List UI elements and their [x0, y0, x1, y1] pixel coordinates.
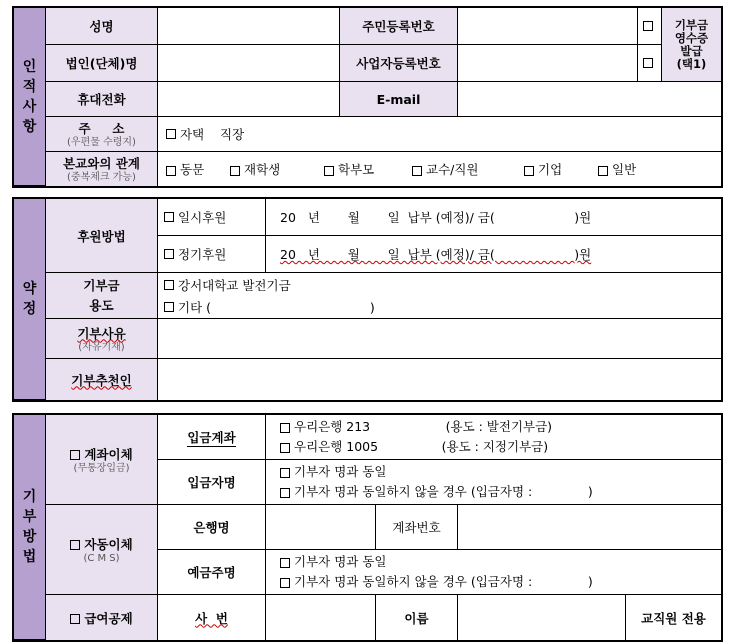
- regular-date-line[interactable]: [266, 236, 721, 273]
- name-label: [46, 8, 158, 45]
- checkbox-icon: [524, 166, 534, 176]
- address-options-text: 자택 직장: [172, 127, 245, 142]
- checkbox-icon: [280, 468, 290, 478]
- bank-label-text: 은행명: [193, 520, 230, 535]
- payroll-label-text: 급여공제: [84, 610, 133, 626]
- not-same-text: 기부자 명과 동일하지 않을 경우 (입금자명 : ): [294, 484, 593, 499]
- relation-option-label: 재학생: [244, 162, 281, 177]
- bank-label: [158, 505, 266, 550]
- holder-same-text: 기부자 명과 동일: [294, 554, 387, 569]
- checkbox-icon: [70, 450, 80, 460]
- relation-option[interactable]: [230, 160, 324, 178]
- checkbox-icon: [324, 166, 334, 176]
- employee-no-text: 사 번: [195, 610, 228, 626]
- org-label-text: 법인(단체)명: [65, 56, 138, 71]
- brn-label: [340, 45, 458, 82]
- payment-section: [12, 413, 723, 642]
- recommender-label: [46, 359, 158, 400]
- regular-option[interactable]: [158, 236, 266, 273]
- holder-different-text: 기부자 명과 동일하지 않을 경우 (입금자명 : ): [294, 574, 593, 589]
- personal-side-label: [14, 8, 46, 186]
- one-time-date-line[interactable]: [266, 199, 721, 236]
- transfer-label[interactable]: [46, 415, 158, 505]
- transfer-sub-text: (무통장입금): [73, 462, 130, 474]
- checkbox-icon: [598, 166, 608, 176]
- auto-sub-text: (C M S): [83, 552, 120, 564]
- email-field[interactable]: [458, 82, 721, 117]
- email-label: [340, 82, 458, 117]
- use-option-1-text: 강서대학교 발전기금: [178, 277, 291, 293]
- method-label: [46, 199, 158, 273]
- payroll-name-label: [376, 595, 458, 640]
- reason-label: [46, 319, 158, 359]
- phone-label-text: 휴대전화: [77, 92, 126, 107]
- relation-options[interactable]: [158, 152, 721, 186]
- rrn-field[interactable]: [458, 8, 638, 45]
- relation-sub-text: (중복체크 가능): [67, 172, 136, 183]
- recommender-label-text: 기부추천인: [71, 372, 132, 388]
- holder-different-option[interactable]: [280, 573, 593, 591]
- relation-option-label: 동문: [180, 162, 205, 177]
- checkbox-icon: [280, 558, 290, 568]
- relation-option[interactable]: [324, 160, 412, 178]
- address-label: [46, 117, 158, 152]
- brn-label-text: 사업자등록번호: [356, 56, 441, 71]
- holder-same-option[interactable]: [280, 553, 386, 571]
- reason-label-text: 기부사유: [77, 325, 126, 341]
- payroll-label[interactable]: [46, 595, 158, 640]
- checkbox-icon: [280, 443, 290, 453]
- relation-label: [46, 152, 158, 186]
- payment-side-label: [14, 415, 46, 640]
- relation-option-label: 학부모: [338, 162, 375, 177]
- relation-option[interactable]: [598, 160, 658, 178]
- use-option-2-text: 기타 ( ): [178, 300, 375, 315]
- address-options[interactable]: [158, 117, 721, 152]
- org-field[interactable]: [158, 45, 340, 82]
- use-option-2[interactable]: [158, 296, 721, 319]
- checkbox-icon: [164, 302, 174, 312]
- auto-transfer-label[interactable]: [46, 505, 158, 595]
- account-options[interactable]: [266, 415, 721, 460]
- checkbox-icon: [70, 540, 80, 550]
- depositor-options[interactable]: [266, 460, 721, 505]
- account-2-text: 우리은행 1005 (용도 : 지정기부금): [294, 439, 549, 454]
- rrn-label-text: 주민등록번호: [362, 19, 435, 34]
- name-label-text: 성명: [89, 19, 114, 34]
- bank-field[interactable]: [266, 505, 376, 550]
- depositor-same-option[interactable]: [280, 463, 386, 481]
- phone-field[interactable]: [158, 82, 340, 117]
- transfer-label-text: 계좌이체: [84, 446, 133, 462]
- employee-no-label: [158, 595, 266, 640]
- one-time-text: 일시후원: [178, 210, 227, 225]
- payroll-label-line: [70, 609, 132, 627]
- holder-options[interactable]: [266, 550, 721, 595]
- org-label: [46, 45, 158, 82]
- payment-side-text: 기 부 방 법: [22, 489, 37, 565]
- checkbox-icon: [230, 166, 240, 176]
- address-label-text: 주 소: [78, 121, 125, 136]
- depositor-label: [158, 460, 266, 505]
- relation-option[interactable]: [166, 160, 230, 178]
- checkbox-icon: [412, 166, 422, 176]
- regular-date-text: 20 년 월 일 납부 (예정)/ 금( )원: [280, 247, 592, 262]
- address-sub-text: (우편물 수령지): [67, 137, 136, 148]
- regular-text: 정기후원: [178, 247, 227, 262]
- reason-sub-text: (자유기재): [78, 341, 125, 353]
- auto-label-text: 자동이체: [84, 536, 133, 552]
- depositor-label-text: 입금자명: [187, 475, 236, 490]
- relation-option-label: 교수/직원: [426, 162, 479, 177]
- one-time-date-text: 20 년 월 일 납부 (예정)/ 금( )원: [280, 210, 592, 225]
- checkbox-icon: [280, 488, 290, 498]
- checkbox-icon: [643, 58, 653, 68]
- receipt-label-text: 기부금 영수증 발급 (택1): [674, 17, 709, 71]
- holder-label-text: 예금주명: [187, 565, 236, 580]
- depositor-different-option[interactable]: [280, 483, 593, 501]
- transfer-label-line: [70, 445, 132, 463]
- account-no-text: 계좌번호: [392, 520, 441, 535]
- rrn-label: [340, 8, 458, 45]
- reason-field[interactable]: [158, 319, 721, 359]
- checkbox-icon: [643, 21, 653, 31]
- account-option-1[interactable]: [280, 418, 552, 436]
- employee-no-field[interactable]: [266, 595, 376, 640]
- relation-label-text: 본교와의 관계: [63, 156, 140, 171]
- name-field[interactable]: [158, 8, 340, 45]
- receipt-checkbox-2[interactable]: [638, 45, 662, 82]
- use-label: [46, 273, 158, 319]
- account-1-text: 우리은행 213 (용도 : 발전기부금): [294, 419, 553, 434]
- checkbox-icon: [280, 423, 290, 433]
- use-label-text-2: 용도: [89, 297, 114, 313]
- receipt-label: [662, 8, 721, 82]
- account-no-label: [376, 505, 458, 550]
- phone-label: [46, 82, 158, 117]
- relation-option-label: 기업: [538, 162, 563, 177]
- same-as-donor-text: 기부자 명과 동일: [294, 464, 387, 479]
- pledge-section: [12, 197, 723, 402]
- deposit-account-text: 입금계좌: [187, 429, 236, 445]
- one-time-option[interactable]: [158, 199, 266, 236]
- email-label-text: E-mail: [376, 91, 421, 107]
- pledge-side-text: 약 정: [22, 281, 37, 317]
- personal-side-text: 인 적 사 항: [22, 58, 37, 135]
- personal-info-section: [12, 6, 723, 188]
- use-label-text-1: 기부금: [83, 277, 120, 293]
- payroll-name-field[interactable]: [458, 595, 626, 640]
- relation-option-label: 일반: [612, 162, 637, 177]
- recommender-field[interactable]: [158, 359, 721, 400]
- pledge-side-label: [14, 199, 46, 400]
- staff-only-label: [626, 595, 721, 640]
- holder-label: [158, 550, 266, 595]
- account-no-field[interactable]: [458, 505, 721, 550]
- relation-option[interactable]: [412, 160, 524, 178]
- checkbox-icon: [70, 614, 80, 624]
- payroll-name-text: 이름: [404, 610, 429, 626]
- brn-field[interactable]: [458, 45, 638, 82]
- use-option-1[interactable]: [158, 273, 721, 296]
- checkbox-icon: [166, 166, 176, 176]
- staff-only-text: 교직원 전용: [641, 610, 706, 626]
- account-option-2[interactable]: [280, 438, 548, 456]
- checkbox-icon: [164, 212, 174, 222]
- method-label-text: 후원방법: [77, 228, 126, 244]
- checkbox-icon: [164, 249, 174, 259]
- checkbox-icon: [164, 280, 174, 290]
- deposit-account-label: [158, 415, 266, 460]
- relation-option[interactable]: [524, 160, 598, 178]
- auto-label-line: [70, 535, 132, 553]
- checkbox-icon: [280, 578, 290, 588]
- receipt-checkbox-1[interactable]: [638, 8, 662, 45]
